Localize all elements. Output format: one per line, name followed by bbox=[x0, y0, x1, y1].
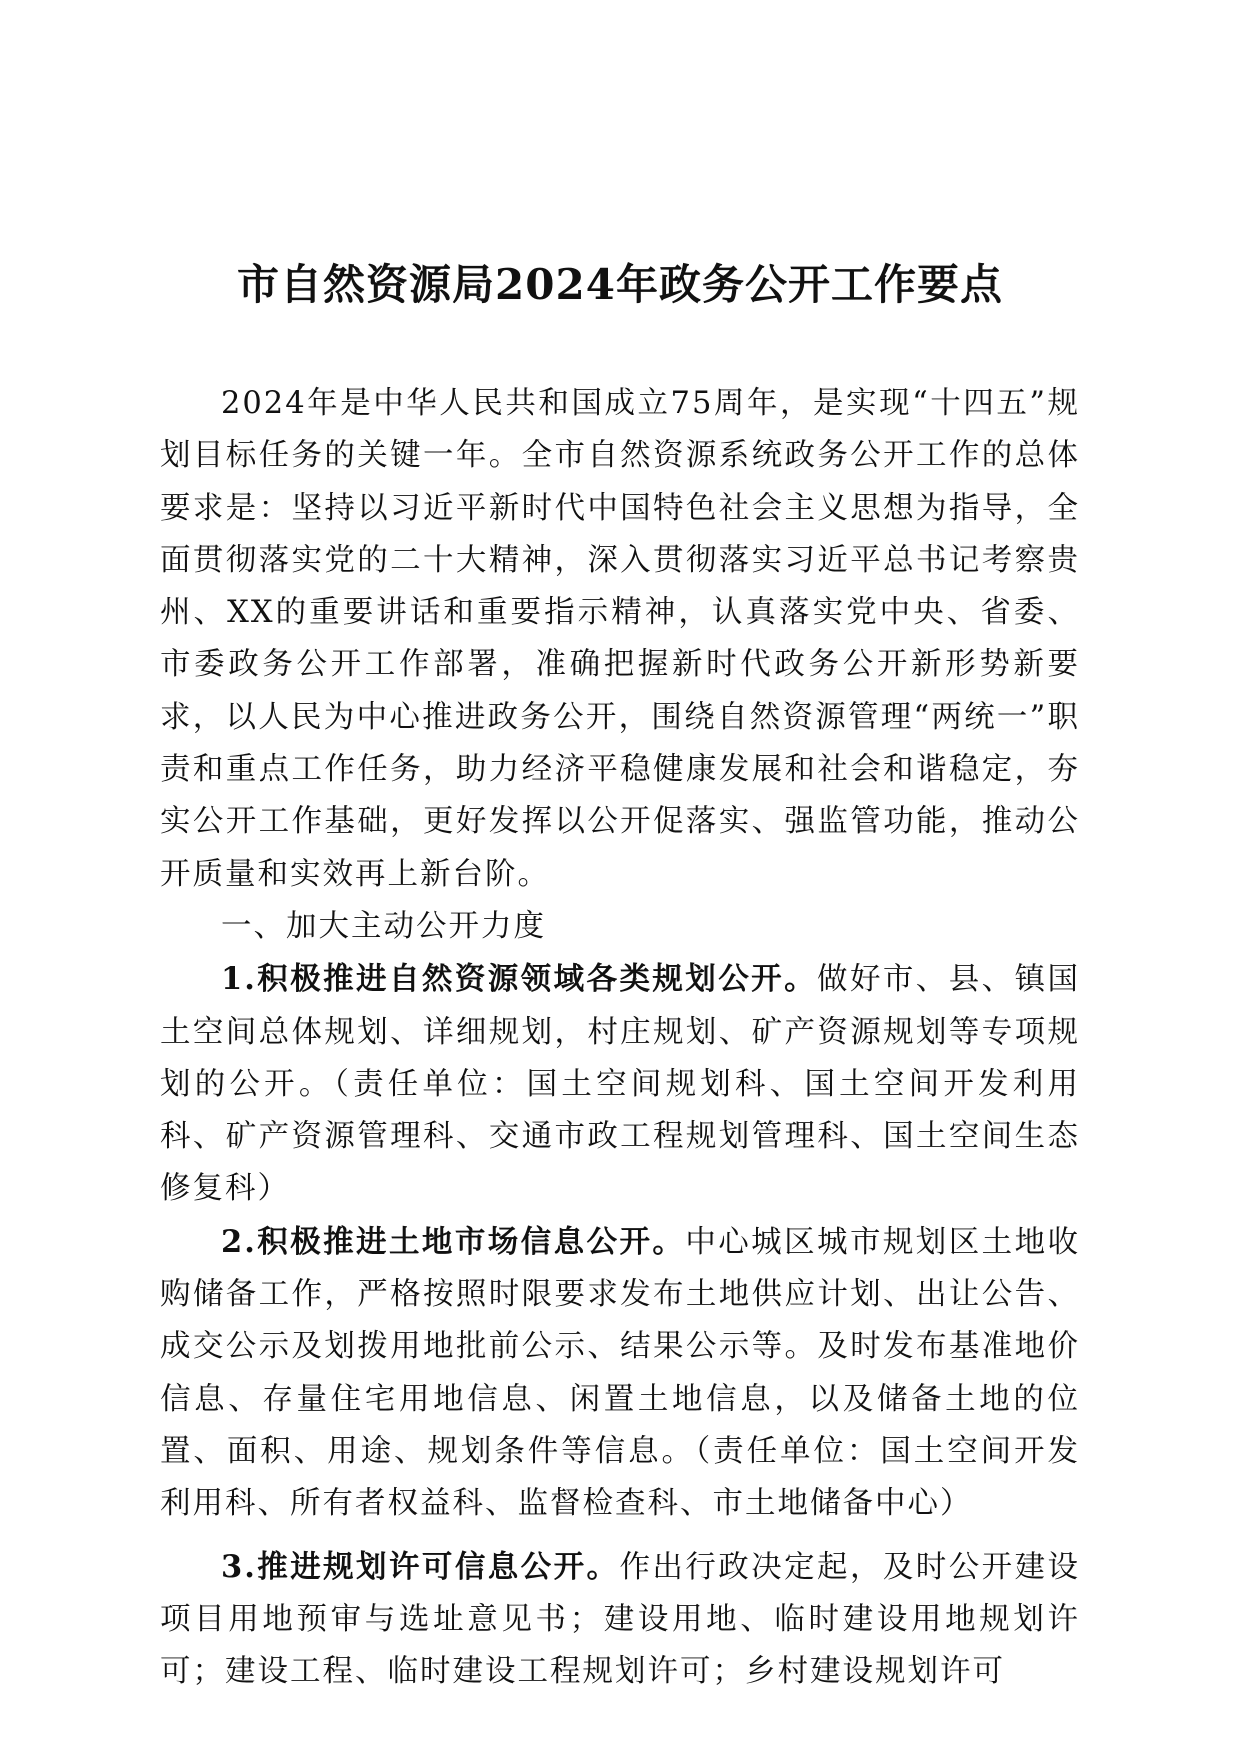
item-lead: 3.推进规划许可信息公开。 bbox=[221, 1548, 620, 1585]
item-text: 作出行政决定起，及时公开建设项目用地预审与选址意见书；建设用地、临时建设用地规划许可；建设工程、临时建设工程规划许可；乡村建设规划许可 bbox=[160, 1549, 1081, 1690]
item-paragraph bbox=[160, 1541, 1080, 1699]
intro-paragraph: 2024年是中华人民共和国成立75周年，是实现“十四五”规划目标任务的关键一年。全市自然资源系统政务公开工作的总体要求是：坚持以习近平新时代中国特色社会主义思想为指导，全面贯彻落实党的二十大精神，深入贯彻落实习近平总书记考察贵州、XX的重要讲话和重要指示精神，认真落实党中央、省委、市委政务公开工作部署，准确把握新时代政务公开新形势新要求，以人民为中心推进政务公开，围绕自然资源管理“两统一”职责和重点工作任务，助力经济平稳健康发展和社会和谐稳定，夯实公开工作基础，更好发挥以公开促落实、强监管功能，推动公开质量和实效再上新台阶。 bbox=[160, 386, 1080, 892]
item-text: 中心城区城市规划区土地收购储备工作，严格按照时限要求发布土地供应计划、出让公告、成交公示及划拨用地批前公示、结果公示等。及时发布基准地价信息、存量住宅用地信息、闲置土地信息，以及储备土地的位置、面积、用途、规划条件等信息。（责任单位：国土空间开发利用科、所有者权益科、监督检查科、市土地储备中心） bbox=[160, 1224, 1081, 1522]
item-lead: 2.积极推进土地市场信息公开。 bbox=[221, 1223, 686, 1260]
item-paragraph bbox=[160, 953, 1080, 1215]
item-paragraph bbox=[160, 1216, 1080, 1531]
section-heading: 一、加大主动公开力度 bbox=[221, 908, 546, 944]
document-body bbox=[160, 378, 1080, 1698]
item-text: 做好市、县、镇国土空间总体规划、详细规划，村庄规划、矿产资源规划等专项规划的公开。（责任单位：国土空间规划科、国土空间开发利用科、矿产资源管理科、交通市政工程规划管理科、国土空间生态修复科） bbox=[160, 962, 1080, 1207]
item-lead: 1.积极推进自然资源领域各类规划公开。 bbox=[221, 961, 818, 998]
document-title: 市自然资源局2024年政务公开工作要点 bbox=[237, 260, 1003, 309]
